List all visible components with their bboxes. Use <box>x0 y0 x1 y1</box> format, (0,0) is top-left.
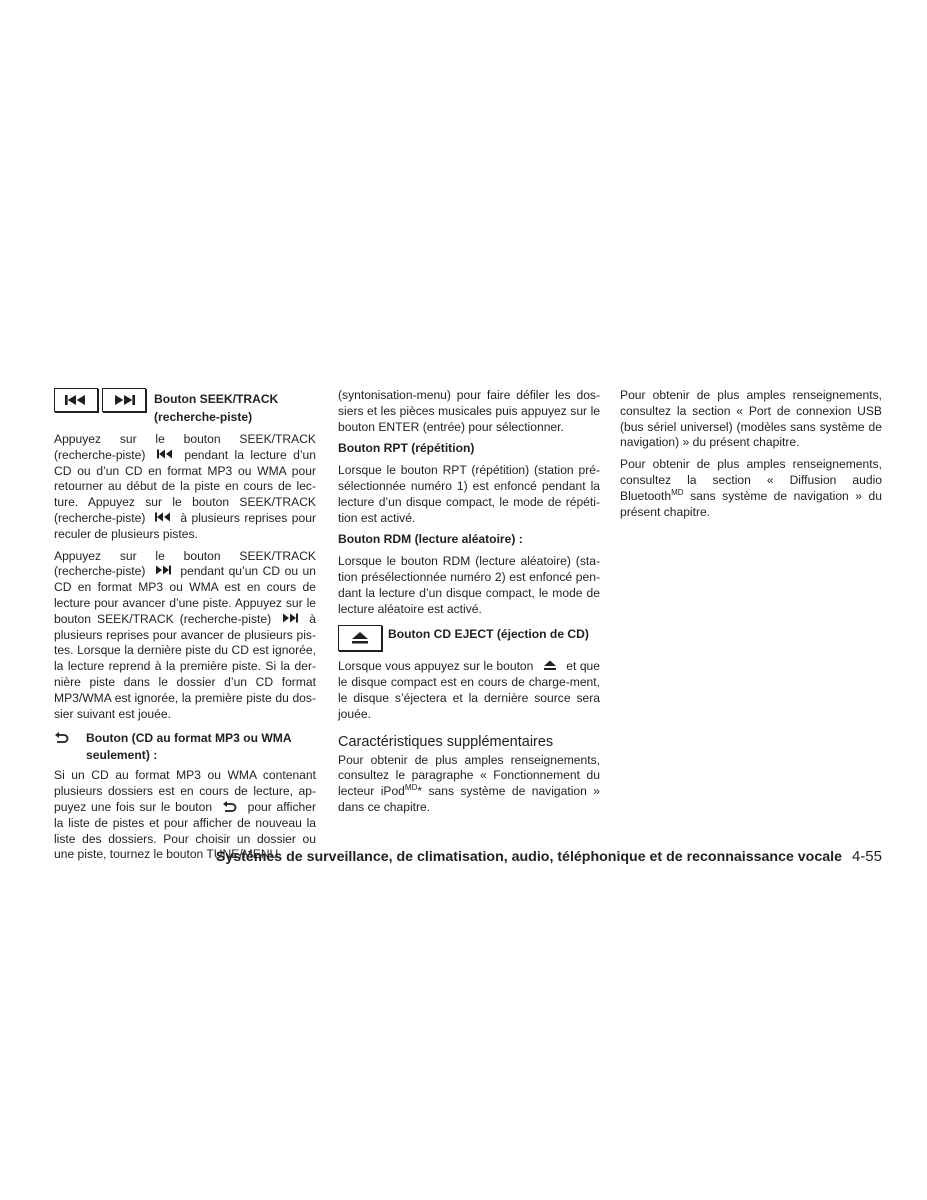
text: pendant qu’un CD ou un CD en format MP3 ou WMA est en cours de lecture pour avancer d’une piste. Appuyez sur le bouton SEEK/TRACK (recherche-piste) <box>54 564 316 626</box>
seek-forward-icon <box>111 394 137 406</box>
folder-back-icon <box>54 730 86 764</box>
text: Lorsque vous appuyez sur le bouton <box>338 659 534 674</box>
paragraph-rpt: Lorsque le bouton RPT (répétition) (station pré-sélectionnée numéro 1) est enfoncé pendant la lecture d’un disque compact, le mode de répéti-tion est activé. <box>338 463 600 525</box>
page-number: 4-55 <box>851 848 882 865</box>
text: à plusieurs reprises pour reculer de plusieurs pistes. <box>54 510 316 541</box>
paragraph-ipod <box>338 753 600 816</box>
page-footer <box>216 849 882 866</box>
superscript-md: MD <box>404 783 418 793</box>
seek-forward-icon <box>150 565 176 575</box>
paragraph-tune-menu: (syntonisation-menu) pour faire défiler les dos-siers et les pièces musicales puis appuyez sur le bouton ENTER (entrée) pour sélectionner. <box>338 388 600 434</box>
text: Si un CD au format MP3 ou WMA contenant plusieurs dossiers est en cours de lecture, ap-puyez une fois sur le bouton <box>54 768 316 814</box>
mp3-folder-heading <box>54 730 316 764</box>
features-title: Caractéristiques supplémentaires <box>338 733 554 750</box>
paragraph-rdm: Lorsque le bouton RDM (lecture aléatoire) (sta-tion présélectionnée numéro 2) est enfoncé pen-dant la lecture d’un disque compact, le mode de lecture aléatoire est activé. <box>338 554 600 616</box>
paragraph-usb: Pour obtenir de plus amples renseignements, consultez la section « Port de connexion USB (bus sériel universel) (modèles sans système de navigation) » du présent chapitre. <box>620 388 882 450</box>
text: pendant la lecture d’un CD ou d’un CD en format MP3 ou WMA pour retourner au début de la piste en cours de lec-ture. Appuyez sur le bouton SEEK/TRACK (recherche-piste) <box>54 447 316 525</box>
seek-forward-button-illustration <box>102 388 146 412</box>
text: * sans système de navigation » dans ce chapitre. <box>338 784 600 814</box>
text: sans système de navigation » du présent chapitre. <box>620 488 882 519</box>
seek-title-line1: Bouton SEEK/TRACK <box>154 392 279 406</box>
footer-title: Systèmes de surveillance, de climatisation, audio, téléphonique et de reconnaissance vocale <box>215 849 842 865</box>
seek-back-icon <box>152 449 178 459</box>
eject-title: Bouton CD EJECT (éjection de CD) <box>388 627 589 642</box>
seek-track-title <box>154 388 278 426</box>
folder-back-icon <box>217 801 243 811</box>
text: Pour obtenir de plus amples renseignements, consultez la section « Diffusion audio Bluetooth <box>620 457 882 503</box>
superscript-md: MD <box>671 487 684 497</box>
seek-back-icon <box>63 394 89 406</box>
mp3-folder-title: Bouton (CD au format MP3 ou WMA seulement) : <box>86 731 292 763</box>
seek-title-line2: (recherche-piste) <box>154 410 253 424</box>
paragraph-seek-forward <box>54 549 316 723</box>
text: à plusieurs reprises pour avancer de plusieurs pis-tes. Lorsque la dernière piste du CD est ignorée, la lecture reprend à la première piste. Si la der-nière piste dans le dossier d’un CD format MP3/WMA est ignorée, la première piste du dos-sier suivant est jouée. <box>54 611 316 721</box>
text: et que le disque compact est en cours de charge-ment, le disque s’éjectera et la dernière source sera jouée. <box>338 659 601 721</box>
seek-track-heading <box>54 388 316 426</box>
eject-button-illustration <box>338 625 382 651</box>
eject-icon <box>537 660 563 670</box>
text: Appuyez sur le bouton SEEK/TRACK (recherche-piste) <box>54 548 316 579</box>
seek-back-button-illustration <box>54 388 98 412</box>
eject-icon <box>350 631 370 645</box>
paragraph-bluetooth <box>620 457 882 520</box>
column-right <box>620 388 882 526</box>
paragraph-eject <box>338 659 600 722</box>
rpt-title: Bouton RPT (répétition) <box>338 441 475 456</box>
seek-back-icon <box>150 512 176 522</box>
column-left <box>54 388 316 869</box>
eject-heading <box>338 625 600 651</box>
rdm-title: Bouton RDM (lecture aléatoire) : <box>338 532 523 547</box>
column-middle <box>338 388 600 822</box>
text: pour afficher la liste de pistes et pour afficher de nouveau la liste des dossiers. Pour choisir un dossier ou une piste, tournez le bouton TUNE/MENU <box>54 799 316 862</box>
text: Pour obtenir de plus amples renseignements, consultez le paragraphe « Fonctionnement du lecteur iPod <box>338 752 600 799</box>
text: Appuyez sur le bouton SEEK/TRACK (recherche-piste) <box>54 432 316 462</box>
seek-forward-icon <box>277 613 303 623</box>
paragraph-seek-back <box>54 432 316 543</box>
